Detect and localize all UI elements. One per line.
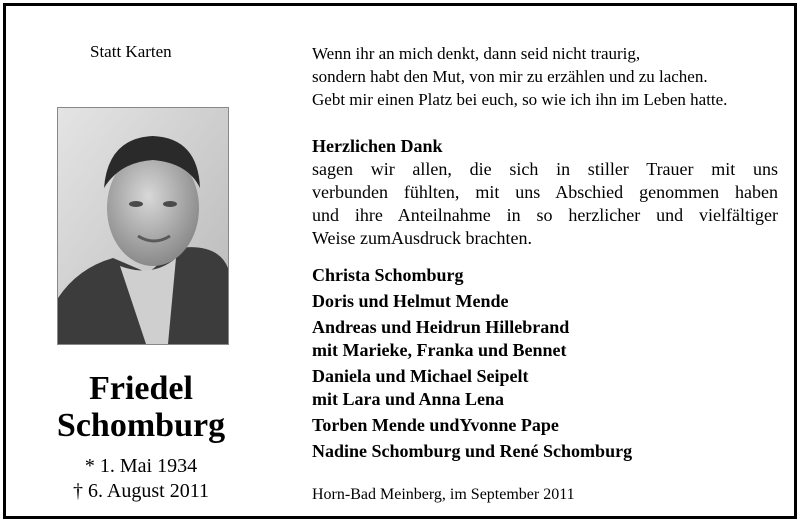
thanks-line: und ihre Anteilnahme in so herzlicher und vielfältiger — [312, 205, 778, 225]
birth-date: * 1. Mai 1934 — [84, 455, 198, 477]
thanks-heading: Herzlichen Dank — [312, 136, 443, 156]
thanks-line: verbunden fühlten, mit uns Abschied genommen haben — [312, 182, 778, 202]
place-and-date: Horn-Bad Meinberg, im September 2011 — [312, 486, 575, 503]
deceased-first-name: Friedel — [89, 370, 193, 407]
mourner-name: Doris und Helmut Mende — [312, 291, 509, 311]
poem — [312, 42, 727, 111]
mourner-group — [312, 365, 632, 411]
mourner-children: mit Lara und Anna Lena — [312, 389, 505, 409]
thanks-text — [312, 158, 778, 250]
obituary-notice — [3, 3, 797, 519]
mourner-name: Torben Mende undYvonne Pape — [312, 415, 559, 435]
mourner-name: Christa Schomburg — [312, 265, 464, 285]
poem-line: Wenn ihr an mich denkt, dann seid nicht traurig, — [312, 44, 641, 63]
mourner-group — [312, 440, 632, 463]
portrait-photo — [57, 107, 229, 345]
mourner-group — [312, 264, 632, 287]
mourner-group — [312, 316, 632, 362]
thanks-line: Weise zumAusdruck brachten. — [312, 228, 532, 248]
mourner-group — [312, 414, 632, 437]
mourners-list — [312, 264, 632, 466]
mourner-name: Daniela und Michael Seipelt — [312, 366, 529, 386]
statt-karten-label: Statt Karten — [90, 42, 172, 61]
mourner-name: Nadine Schomburg und René Schomburg — [312, 441, 633, 461]
poem-line: Gebt mir einen Platz bei euch, so wie ich ihn im Leben hatte. — [312, 90, 728, 109]
deceased-last-name: Schomburg — [56, 407, 226, 444]
death-date: † 6. August 2011 — [73, 480, 209, 502]
mourner-group — [312, 290, 632, 313]
mourner-name: Andreas und Heidrun Hillebrand — [312, 317, 570, 337]
poem-line: sondern habt den Mut, von mir zu erzählen und zu lachen. — [312, 67, 708, 86]
mourner-children: mit Marieke, Franka und Bennet — [312, 340, 567, 360]
thanks-line: sagen wir allen, die sich in stiller Trauer mit uns — [312, 159, 778, 179]
